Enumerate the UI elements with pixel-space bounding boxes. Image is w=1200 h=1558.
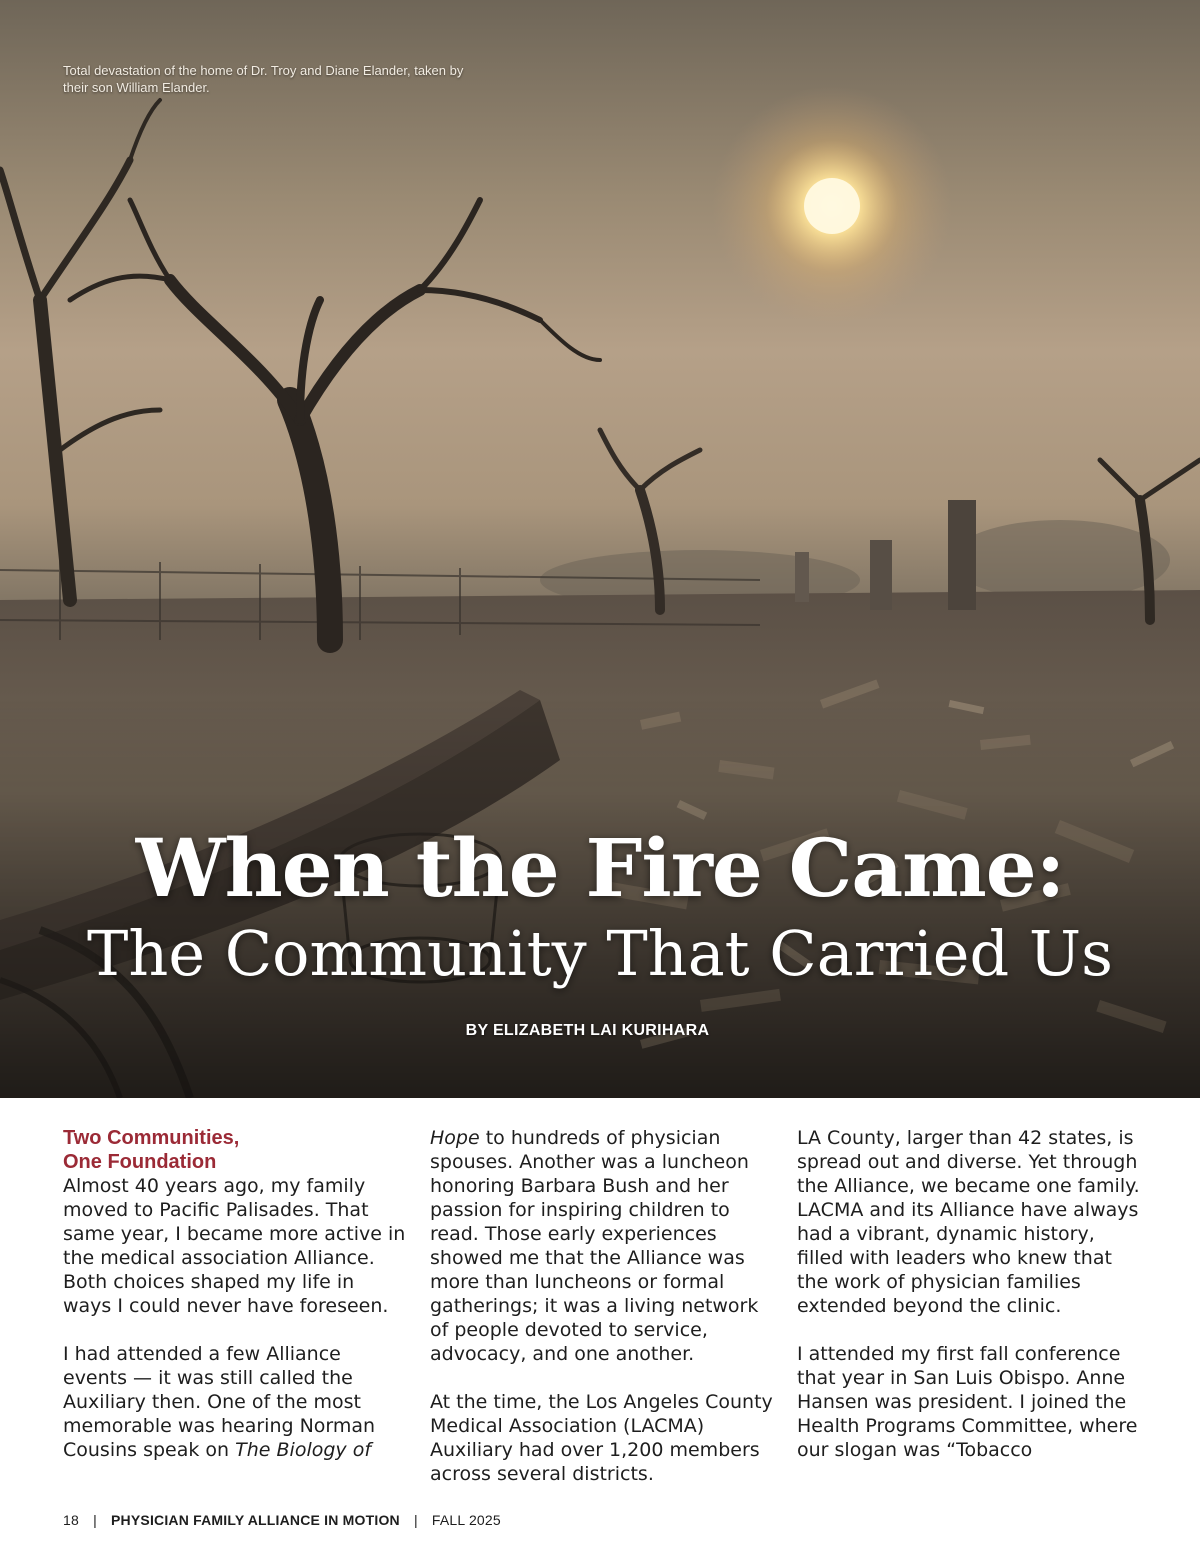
paragraph-text: I had attended a few Alliance events — it was still called the Auxiliary then. One of the most memorable was hearing Norman Cousins speak on <box>63 1343 376 1461</box>
article-column-2 <box>430 1126 775 1510</box>
section-heading-line-1: Two Communities, <box>63 1127 240 1149</box>
paragraph <box>430 1126 775 1366</box>
paragraph <box>63 1342 408 1462</box>
article-byline: BY ELIZABETH LAI KURIHARA <box>465 1022 710 1039</box>
article-column-1 <box>63 1126 408 1486</box>
paragraph-text: to hundreds of physician spouses. Another was a luncheon honoring Barbara Bush and her passion for inspiring children to read. Those early experiences showed me that the Alliance was more than luncheons or formal gatherings; it was a living network of people devoted to service, advocacy, and one another. <box>430 1127 759 1365</box>
photo-caption: Total devastation of the home of Dr. Troy and Diane Elander, taken by their son William Elander. <box>63 63 464 95</box>
page-footer <box>63 1512 763 1528</box>
section-heading-line-2: One Foundation <box>63 1151 217 1173</box>
chimney <box>948 500 976 610</box>
article-subtitle: The Community That Carried Us <box>87 917 1113 990</box>
paragraph: At the time, the Los Angeles County Medical Association (LACMA) Auxiliary had over 1,200 members across several districts. <box>430 1391 773 1485</box>
paragraph: I attended my first fall conference that year in San Luis Obispo. Anne Hansen was president. I joined the Health Programs Committee, where our slogan was “Tobacco <box>797 1343 1138 1461</box>
page-number: 18 <box>63 1512 79 1528</box>
article-title: When the Fire Came: <box>135 821 1065 915</box>
publication-name: PHYSICIAN FAMILY ALLIANCE IN MOTION <box>111 1512 400 1528</box>
burned-tree <box>70 200 600 640</box>
book-title: Hope <box>430 1127 480 1149</box>
issue-date: FALL 2025 <box>431 1512 501 1528</box>
footer-separator: | <box>93 1512 97 1528</box>
paragraph: LA County, larger than 42 states, is spread out and diverse. Yet through the Alliance, we became one family. LACMA and its Alliance have always had a vibrant, dynamic history, filled with leaders who knew that the work of physician families extended beyond the clinic. <box>797 1127 1140 1317</box>
footer-separator: | <box>413 1512 418 1528</box>
article-column-3 <box>797 1126 1142 1486</box>
book-title: The Biology of <box>235 1439 372 1461</box>
paragraph: Almost 40 years ago, my family moved to Pacific Palisades. That same year, I became more active in the medical association Alliance. Both choices shaped my life in ways I could never have foreseen. <box>63 1175 406 1317</box>
section-heading <box>63 1126 408 1174</box>
